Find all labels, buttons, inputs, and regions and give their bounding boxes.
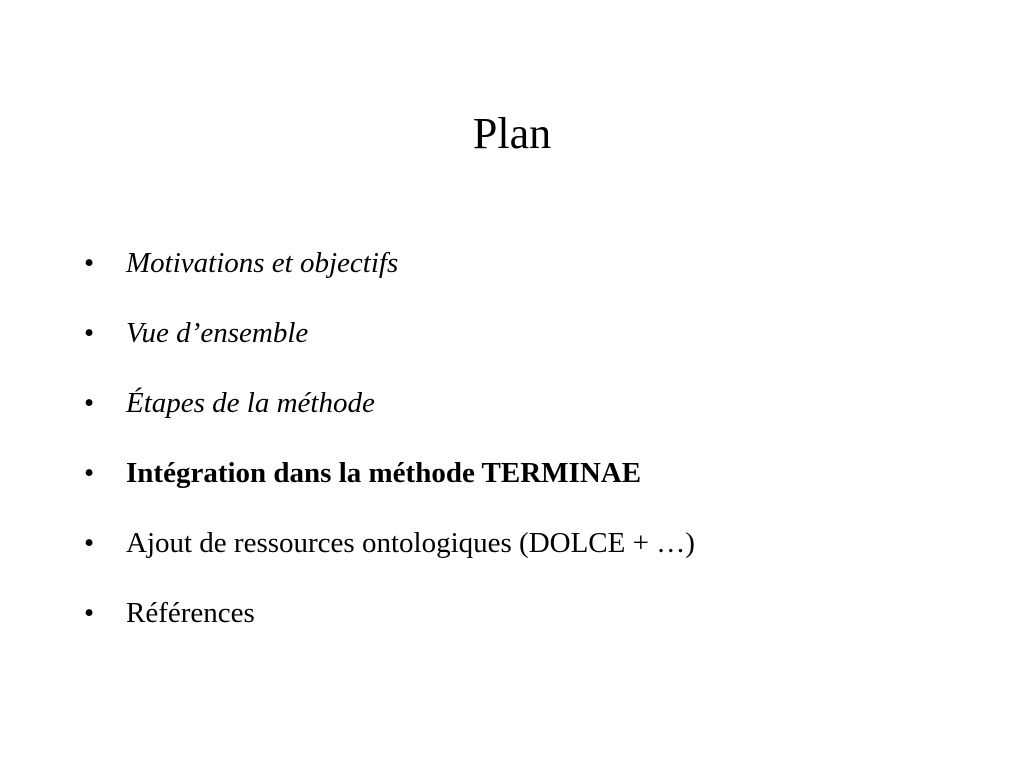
- bullet-text: Vue d’ensemble: [126, 317, 309, 349]
- bullet-text: Étapes de la méthode: [126, 387, 375, 419]
- bullet-icon: •: [84, 597, 95, 629]
- bullet-text: Ajout de ressources ontologiques (DOLCE + …): [126, 527, 695, 559]
- bullet-icon: •: [84, 387, 95, 419]
- bullet-text: Motivations et objectifs: [126, 247, 399, 279]
- bullet-item-integration: [84, 450, 984, 520]
- bullet-item-motivations: [84, 240, 984, 310]
- bullet-icon: •: [84, 317, 95, 349]
- bullet-text: Intégration dans la méthode TERMINAE: [126, 457, 642, 489]
- slide-title: Plan: [472, 109, 552, 158]
- bullet-item-vue-ensemble: [84, 310, 984, 380]
- bullet-icon: •: [84, 247, 95, 279]
- bullet-list: [84, 240, 984, 660]
- bullet-item-references: [84, 590, 984, 660]
- bullet-icon: •: [84, 527, 95, 559]
- bullet-item-etapes: [84, 380, 984, 450]
- bullet-item-ajout-ressources: [84, 520, 984, 590]
- bullet-text: Références: [126, 597, 255, 629]
- bullet-icon: •: [84, 457, 95, 489]
